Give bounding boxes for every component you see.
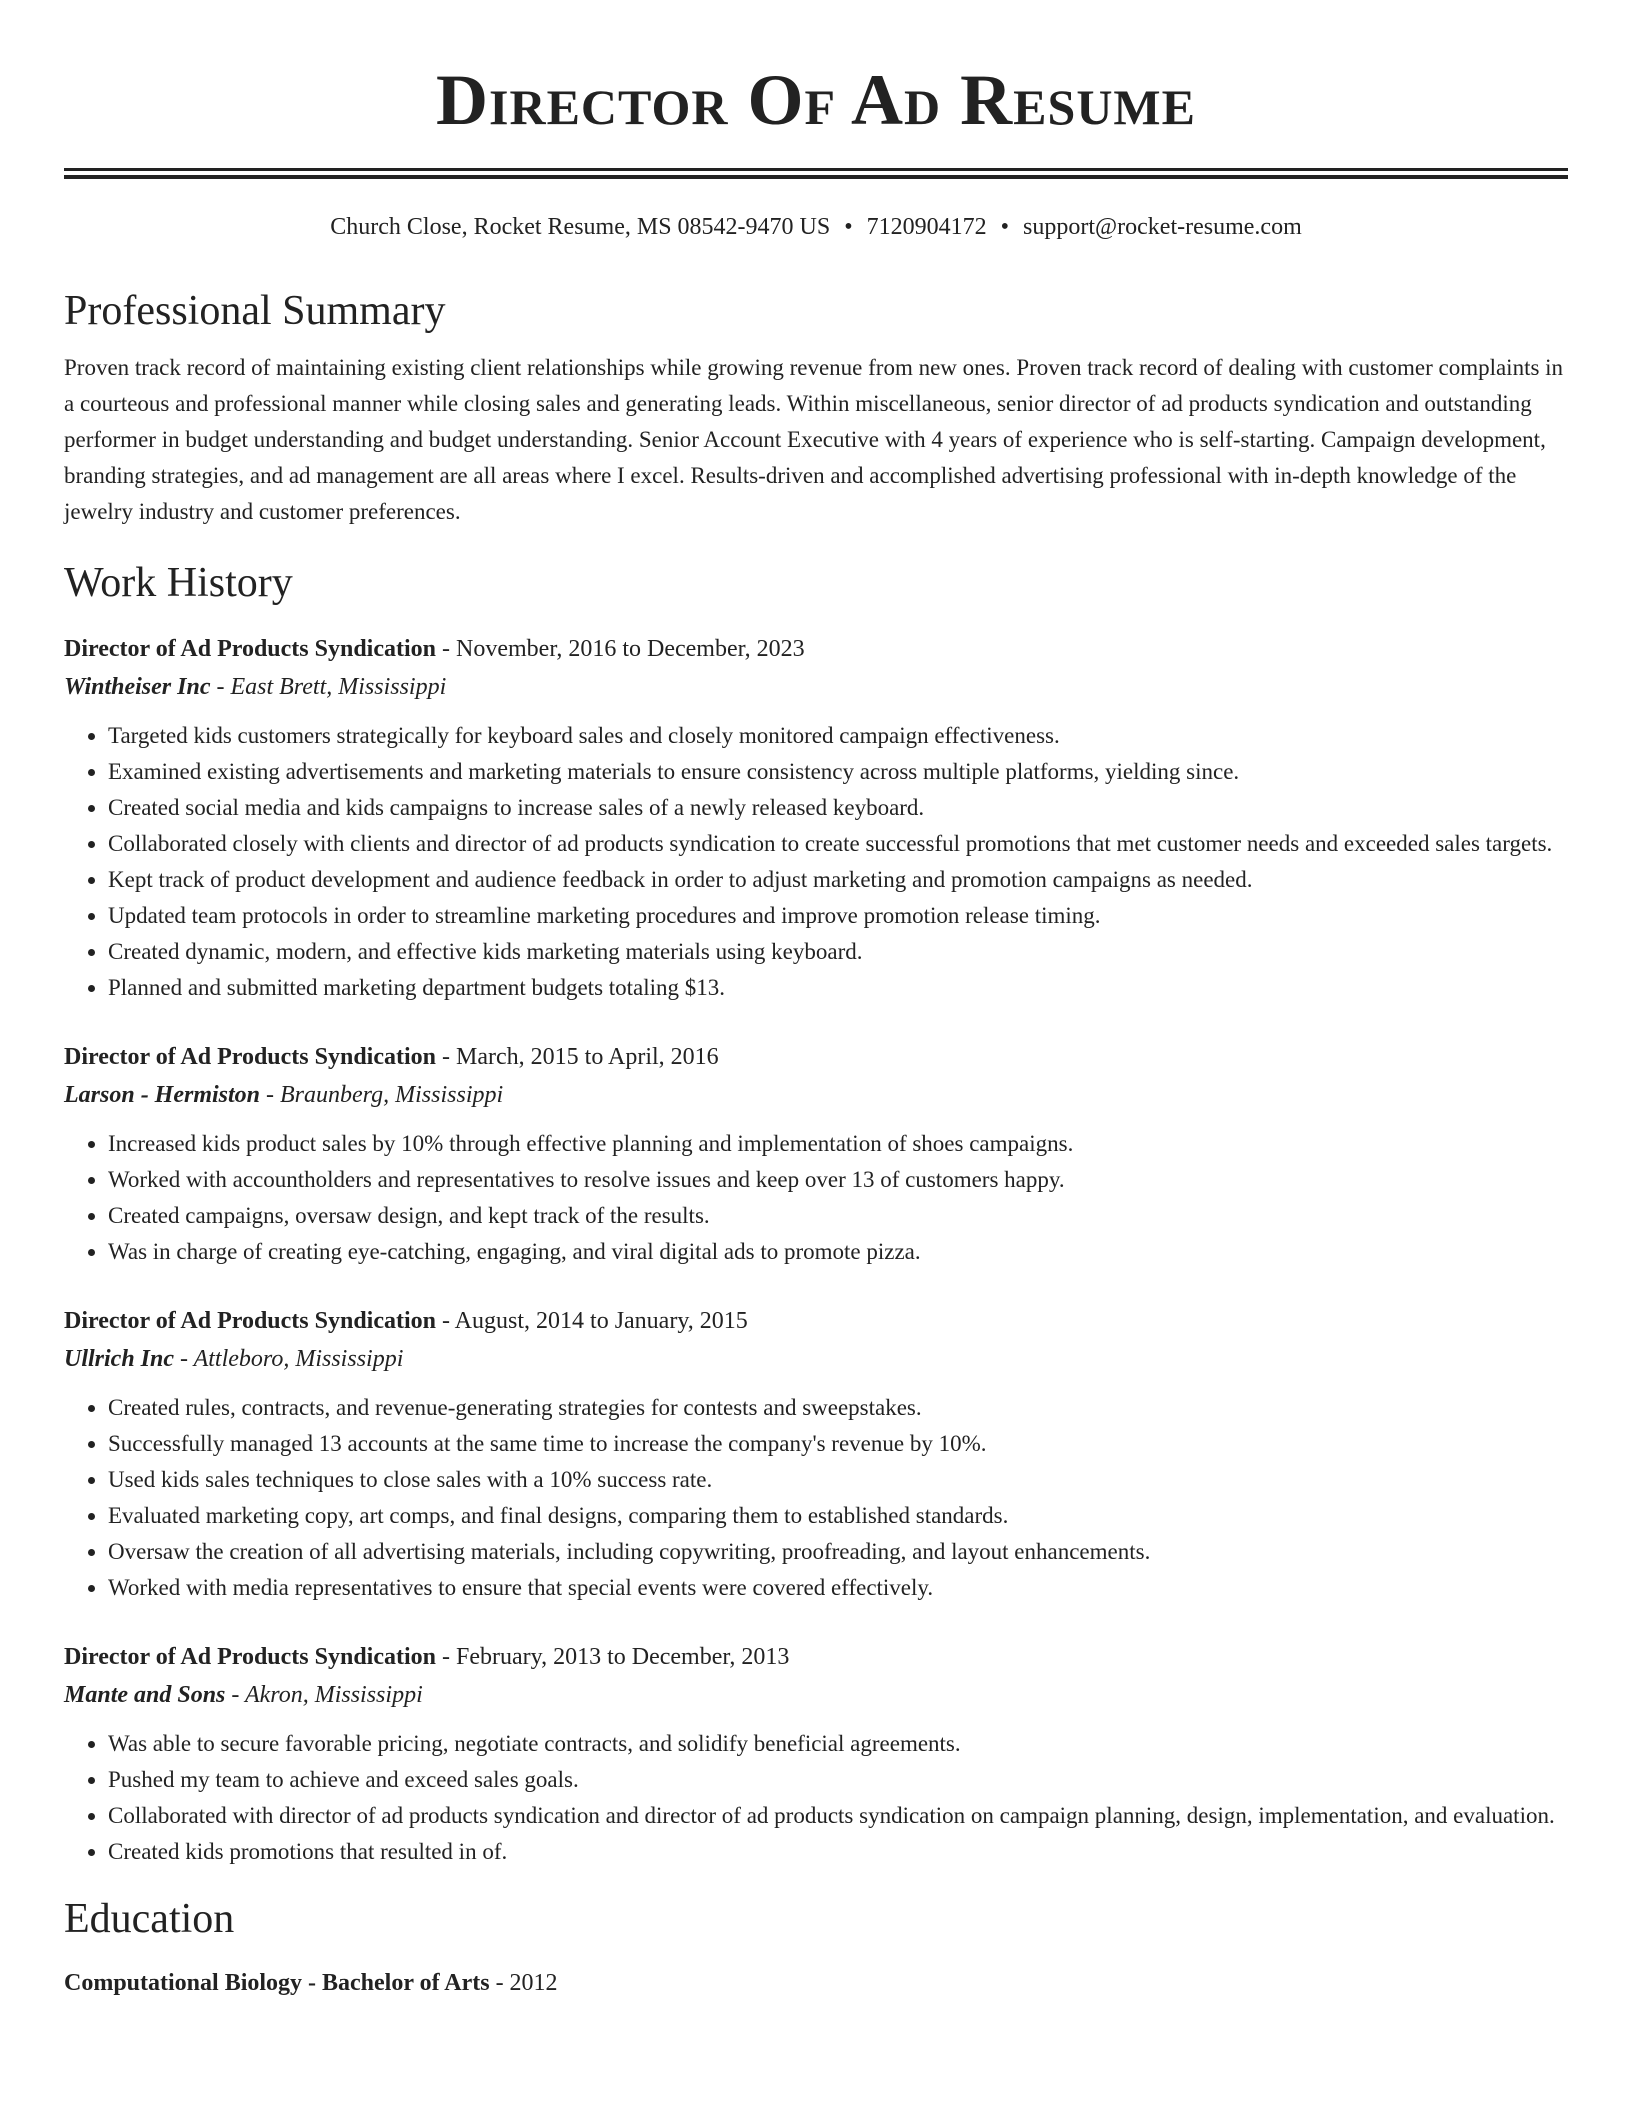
job-bullet: • Evaluated marketing copy, art comps, and final designs, comparing them to established standards. (108, 1498, 1568, 1534)
job-location: - East Brett, Mississippi (210, 674, 447, 701)
job-bullets (64, 1390, 1568, 1606)
job-bullet: • Created dynamic, modern, and effective kids marketing materials using keyboard. (108, 934, 1568, 970)
job-title: Director of Ad Products Syndication (64, 636, 437, 663)
job-bullet: • Collaborated with director of ad products syndication and director of ad products syndication on campaign planning, design, implementation, and evaluation. (108, 1798, 1568, 1834)
job-dates: - March, 2015 to April, 2016 (436, 1044, 719, 1071)
job-bullet: • Examined existing advertisements and marketing materials to ensure consistency across multiple platforms, yielding since. (108, 754, 1568, 790)
job-bullet: • Pushed my team to achieve and exceed sales goals. (108, 1762, 1568, 1798)
job-entry (64, 1638, 1568, 1870)
contact-phone: 7120904172 (866, 214, 987, 240)
job-bullet: • Created campaigns, oversaw design, and kept track of the results. (108, 1198, 1568, 1234)
job-title-line (64, 1038, 1568, 1076)
job-bullet: • Used kids sales techniques to close sales with a 10% success rate. (108, 1462, 1568, 1498)
job-company: Ullrich Inc (64, 1346, 175, 1373)
contact-address: Church Close, Rocket Resume, MS 08542-9470 US (330, 214, 831, 240)
summary-text: Proven track record of maintaining existing client relationships while growing revenue from new ones. Proven track record of dealing with customer complaints in a courteous and professional manner while closing sales and generating leads. Within miscellaneous, senior director of ad products syndication and outstanding performer in budget understanding and budget understanding. Senior Account Executive with 4 years of experience who is self-starting. Campaign development, branding strategies, and ad management are all areas where I excel. Results-driven and accomplished advertising professional with in-depth knowledge of the jewelry industry and customer preferences. (64, 354, 1564, 524)
contact-line (64, 213, 1568, 242)
job-bullet: • Was able to secure favorable pricing, negotiate contracts, and solidify beneficial agreements. (108, 1726, 1568, 1762)
job-bullet: • Kept track of product development and audience feedback in order to adjust marketing and promotion campaigns as needed. (108, 862, 1568, 898)
job-entry (64, 1302, 1568, 1606)
job-company-line (64, 1076, 1568, 1114)
job-bullet: • Created kids promotions that resulted in of. (108, 1834, 1568, 1870)
job-bullet: • Successfully managed 13 accounts at the same time to increase the company's revenue by 10%. (108, 1426, 1568, 1462)
job-title-line (64, 1302, 1568, 1340)
work-history-heading: Work History (64, 559, 293, 606)
job-location: - Attleboro, Mississippi (174, 1346, 404, 1373)
job-bullet: • Worked with accountholders and representatives to resolve issues and keep over 13 of customers happy. (108, 1162, 1568, 1198)
education-heading: Education (64, 1896, 235, 1943)
job-bullet: • Worked with media representatives to ensure that special events were covered effectively. (108, 1570, 1568, 1606)
job-title-line (64, 630, 1568, 668)
job-title: Director of Ad Products Syndication (64, 1044, 437, 1071)
job-dates: - August, 2014 to January, 2015 (436, 1308, 748, 1335)
job-title: Director of Ad Products Syndication (64, 1308, 437, 1335)
job-bullets (64, 1726, 1568, 1870)
job-bullet: • Was in charge of creating eye-catching, engaging, and viral digital ads to promote pizza. (108, 1234, 1568, 1270)
job-entry (64, 1038, 1568, 1270)
job-bullet: • Oversaw the creation of all advertising materials, including copywriting, proofreading, and layout enhancements. (108, 1534, 1568, 1570)
job-dates: - November, 2016 to December, 2023 (436, 636, 805, 663)
title-divider (64, 168, 1568, 179)
contact-email: support@rocket-resume.com (1023, 214, 1302, 240)
job-title: Director of Ad Products Syndication (64, 1644, 437, 1671)
job-company-line (64, 1340, 1568, 1378)
education-entry (64, 1964, 1568, 2002)
education-degree: Computational Biology - Bachelor of Arts (64, 1970, 490, 1997)
job-bullet: • Created social media and kids campaigns to increase sales of a newly released keyboard. (108, 790, 1568, 826)
job-location: - Akron, Mississippi (225, 1682, 423, 1709)
job-bullet: • Updated team protocols in order to streamline marketing procedures and improve promotion release timing. (108, 898, 1568, 934)
contact-separator: • (1000, 214, 1010, 240)
job-title-line (64, 1638, 1568, 1676)
job-bullet: • Created rules, contracts, and revenue-generating strategies for contests and sweepstakes. (108, 1390, 1568, 1426)
job-company-line (64, 668, 1568, 706)
job-company-line (64, 1676, 1568, 1714)
job-bullet: • Targeted kids customers strategically for keyboard sales and closely monitored campaign effectiveness. (108, 718, 1568, 754)
contact-separator: • (844, 214, 853, 240)
job-entry (64, 630, 1568, 1006)
resume-title: Director Of Ad Resume (436, 60, 1196, 140)
job-company: Wintheiser Inc (64, 674, 211, 701)
job-location: - Braunberg, Mississippi (260, 1082, 504, 1109)
summary-heading: Professional Summary (64, 287, 446, 334)
job-bullets (64, 1126, 1568, 1270)
job-bullet: • Increased kids product sales by 10% through effective planning and implementation of shoes campaigns. (108, 1126, 1568, 1162)
job-company: Larson - Hermiston (64, 1082, 261, 1109)
job-company: Mante and Sons (64, 1682, 226, 1709)
education-year: - 2012 (489, 1970, 558, 1997)
job-dates: - February, 2013 to December, 2013 (436, 1644, 790, 1671)
job-bullet: • Planned and submitted marketing department budgets totaling $13. (108, 970, 1568, 1006)
job-bullet: • Collaborated closely with clients and director of ad products syndication to create successful promotions that met customer needs and exceeded sales targets. (108, 826, 1568, 862)
job-bullets (64, 718, 1568, 1006)
resume-page (64, 0, 1568, 2002)
